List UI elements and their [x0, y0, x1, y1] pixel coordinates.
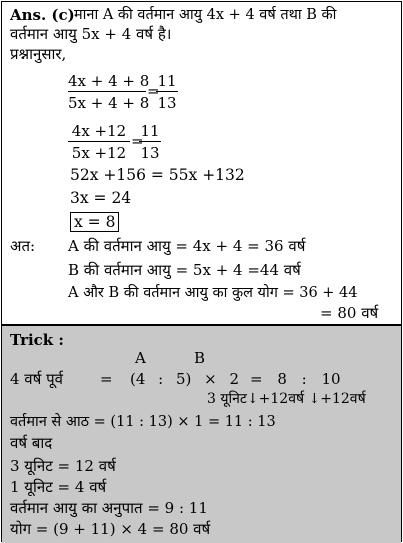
- fraction-lhs-2: [68, 122, 130, 162]
- result-sum: A और B की वर्तमान आयु का कुल योग = 36 + 44: [68, 285, 358, 301]
- column-b-label: B: [194, 349, 206, 367]
- fraction-numerator: 4x + 4 + 8: [68, 72, 150, 90]
- equals-sign: =: [147, 82, 160, 100]
- fraction-denominator: 13: [140, 144, 160, 162]
- intro-line-1: माना A की वर्तमान आयु 4x + 4 वर्ष तथा B की: [74, 7, 337, 23]
- intro-line-2: वर्तमान आयु 5x + 4 वर्ष है।: [10, 25, 172, 43]
- prashnanusar-label: प्रश्नानुसार,: [10, 45, 67, 63]
- fraction-numerator: 4x +12: [68, 122, 130, 142]
- trick-row-1-label: 4 वर्ष पूर्व: [10, 370, 63, 388]
- fraction-rhs-2: [139, 122, 161, 162]
- equation-3: 52x +156 = 55x +132: [70, 166, 245, 184]
- trick-row-3b: वर्ष बाद: [10, 434, 53, 452]
- result-total: = 80 वर्ष: [320, 304, 379, 322]
- boxed-result: x = 8: [70, 212, 119, 232]
- answer-label: Ans. (c): [10, 6, 75, 24]
- trick-row-1-ratio: (4 : 5) × 2: [130, 370, 240, 388]
- fraction-numerator: 11: [157, 72, 177, 90]
- atah-label: अत:: [10, 237, 36, 255]
- equals-sign: =: [131, 132, 144, 150]
- fraction-denominator: 13: [157, 94, 177, 112]
- trick-section: [2, 324, 401, 543]
- trick-row-4: 3 यूनिट = 12 वर्ष: [10, 457, 116, 475]
- equation-4: 3x = 24: [70, 189, 132, 207]
- answer-section: [2, 2, 401, 322]
- trick-row-6: वर्तमान आयु का अनुपात = 9 : 11: [10, 499, 208, 517]
- column-a-label: A: [135, 349, 146, 367]
- fraction-rhs-1: [156, 72, 178, 112]
- solution-box: [1, 1, 402, 542]
- result-b: B की वर्तमान आयु = 5x + 4 =44 वर्ष: [68, 261, 301, 279]
- trick-title: Trick :: [10, 331, 64, 349]
- trick-row-1-values: = 8 : 10: [250, 370, 341, 388]
- fraction-numerator: 11: [140, 122, 160, 140]
- trick-row-7: योग = (9 + 11) × 4 = 80 वर्ष: [10, 520, 211, 538]
- fraction-lhs-1: [68, 72, 150, 112]
- fraction-denominator: 5x + 4 + 8: [68, 94, 150, 112]
- trick-row-3: वर्तमान से आठ = (11 : 13) × 1 = 11 : 13: [10, 414, 276, 430]
- trick-row-5: 1 यूनिट = 4 वर्ष: [10, 478, 107, 496]
- trick-row-2: 3 यूनिट↓+12वर्ष ↓+12वर्ष: [207, 391, 366, 407]
- fraction-denominator: 5x +12: [71, 144, 127, 162]
- trick-row-1-equals: =: [100, 370, 113, 388]
- result-a: A की वर्तमान आयु = 4x + 4 = 36 वर्ष: [68, 237, 306, 255]
